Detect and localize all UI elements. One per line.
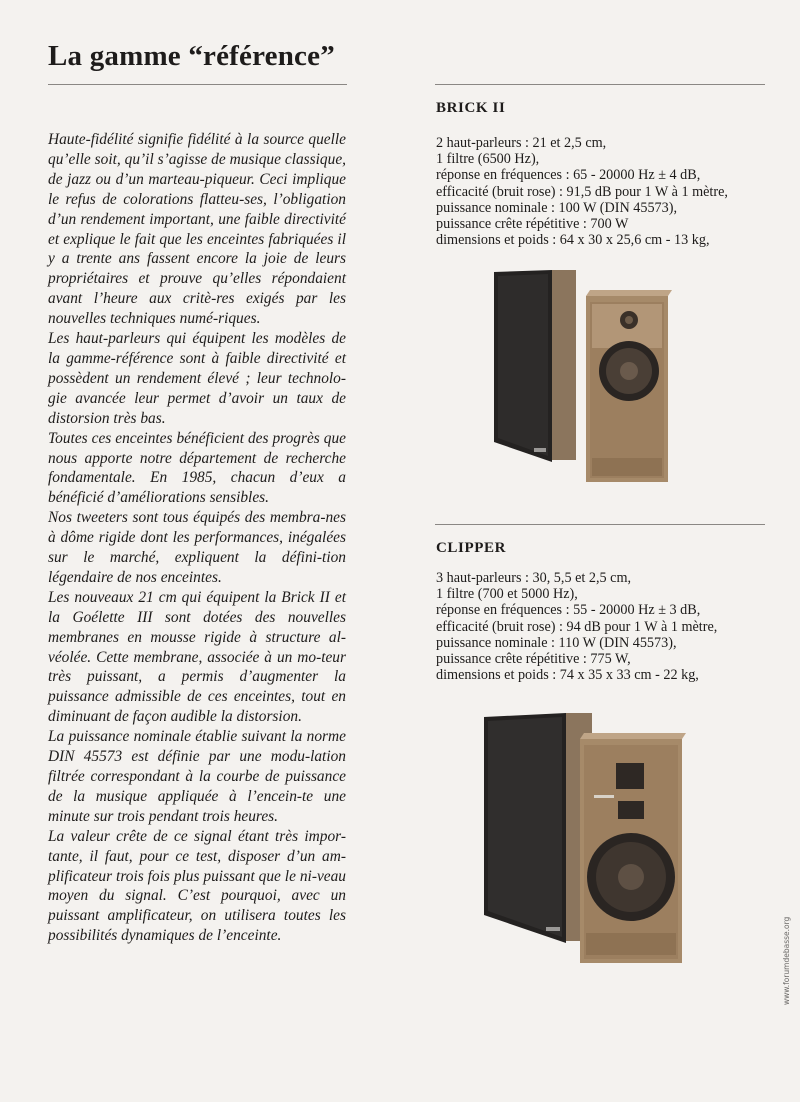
paragraph: Nos tweeters sont tous équipés des membra-nes à dôme rigide dont les performances, inégalées sur le marché, expliquent la défini-tion légendaire de nos enceintes. <box>48 509 346 586</box>
clipper-speaker-open <box>580 733 686 963</box>
spec-line: puissance nominale : 100 W (DIN 45573), <box>436 199 678 216</box>
spec-line: 2 haut-parleurs : 21 et 2,5 cm, <box>436 135 607 151</box>
paragraph: Les nouveaux 21 cm qui équipent la Brick II et la Goélette III sont dotées des nouvelles membranes en mousse rigide à structure al-véolée. Cette membrane, associée à un mo-teur très puissant, a permis d’augmenter la puissance admissible de ces enceintes, tout en diminuant de façon audible la distorsion. <box>48 588 346 726</box>
spec-line: réponse en fréquences : 65 - 20000 Hz ± 4 dB, <box>436 167 701 184</box>
spec-line: puissance crête répétitive : 775 W, <box>436 651 631 668</box>
brick-speaker-open <box>586 290 672 482</box>
spec-line: 1 filtre (700 et 5000 Hz), <box>436 586 578 603</box>
page-title: La gamme “référence” <box>48 40 335 72</box>
spec-line: puissance nominale : 110 W (DIN 45573), <box>436 634 677 651</box>
clipper-speaker-photo <box>476 705 691 967</box>
paragraph: Haute-fidélité signifie fidélité à la source quelle qu’elle soit, qu’il s’agisse de musique classique, de jazz ou d’un marteau-piqueur. Ceci implique le refus de colorations flatteu-ses, l’obligation d’un rendement important, une faible directivité et explique le fait que les enceintes fabriquées il y a trente ans fassent encore la joie de leurs propriétaires et prouve qu’elles répondaient avant l’heure aux critè-res exigés par les nouvelles techniques numé-riques. <box>48 131 346 328</box>
paragraph: La valeur crête de ce signal étant très impor-tante, il faut, pour ce test, disposer d’un am-plificateur trois fois plus puissant que le ni-veau moyen du signal. C’est pourquoi, avec un puissant amplificateur, on utilisera toutes les possibilités dynamiques de l’enceinte. <box>48 827 346 945</box>
clipper-speaker-grilled <box>484 713 592 943</box>
spec-line: dimensions et poids : 74 x 35 x 33 cm - 22 kg, <box>436 667 699 684</box>
clipper-specs <box>436 570 781 683</box>
spec-line: efficacité (bruit rose) : 94 dB pour 1 W à 1 mètre, <box>436 618 718 635</box>
spec-line: réponse en fréquences : 55 - 20000 Hz ± 3 dB, <box>436 602 701 619</box>
clipper-divider <box>435 524 765 525</box>
brick-speaker-grilled <box>494 270 576 462</box>
spec-line: 1 filtre (6500 Hz), <box>436 151 540 168</box>
intro-text <box>48 130 346 946</box>
spec-line: 3 haut-parleurs : 30, 5,5 et 2,5 cm, <box>436 570 632 586</box>
watermark: www.forumdebasse.org <box>782 916 791 1005</box>
spec-line: efficacité (bruit rose) : 91,5 dB pour 1 W à 1 mètre, <box>436 183 728 200</box>
brick-specs <box>436 135 781 248</box>
brick-speaker-photo <box>488 262 678 487</box>
paragraph: La puissance nominale établie suivant la norme DIN 45573 est définie par une modu-lation filtrée correspondant à la courbe de puissance de la musique appliquée à l’encein-te une minute sur trois pendant trois heures. <box>48 728 346 825</box>
title-divider <box>48 84 347 85</box>
paragraph: Les haut-parleurs qui équipent les modèles de la gamme-référence sont à faible directivité et possèdent un rendement élevé ; leur technolo-gie avancée leur permet d’avoir un taux de distorsion très bas. <box>48 330 346 427</box>
brick-title: BRICK II <box>436 100 506 116</box>
clipper-title: CLIPPER <box>436 540 507 556</box>
spec-line: puissance crête répétitive : 700 W <box>436 216 629 233</box>
spec-line: dimensions et poids : 64 x 30 x 25,6 cm - 13 kg, <box>436 232 710 249</box>
brick-divider <box>435 84 765 85</box>
paragraph: Toutes ces enceintes bénéficient des progrès que nous apporte notre département de recherche fondamentale. En 1985, chacun d’eux a bénéficié d’améliorations sensibles. <box>48 429 346 507</box>
